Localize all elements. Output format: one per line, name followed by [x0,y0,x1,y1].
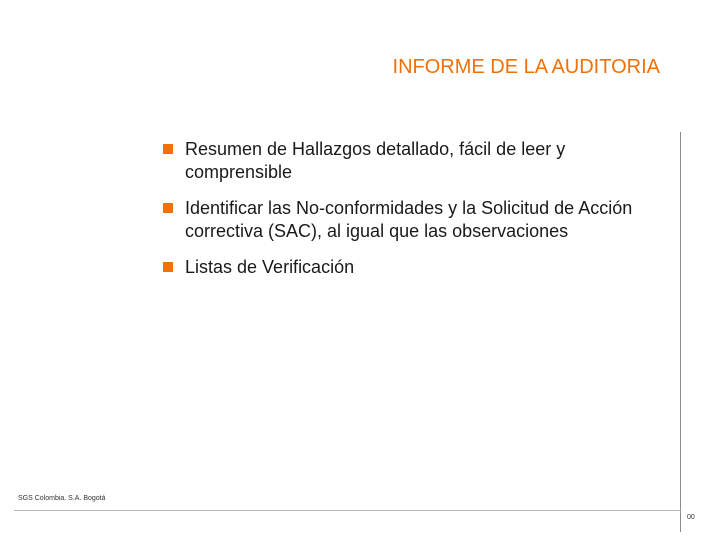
bullet-text: Identificar las No-conformidades y la Solicitud de Acción correctiva (SAC), al igual que las observaciones [185,198,633,241]
bullet-text: Resumen de Hallazgos detallado, fácil de leer y comprensible [185,139,566,182]
bullet-list [160,138,640,292]
slide-title: INFORME DE LA AUDITORIA [392,56,660,78]
bullet-item [160,138,640,184]
square-bullet-icon [163,144,173,154]
square-bullet-icon [163,203,173,213]
footer-company: SGS Colombia. S.A. Bogotá [18,495,106,502]
bullet-item [160,197,640,243]
page-number: 00 [687,514,695,521]
footer-divider [14,510,681,511]
square-bullet-icon [163,262,173,272]
bullet-text: Listas de Verificación [185,257,355,277]
vertical-divider [680,132,681,532]
bullet-item [160,256,640,279]
